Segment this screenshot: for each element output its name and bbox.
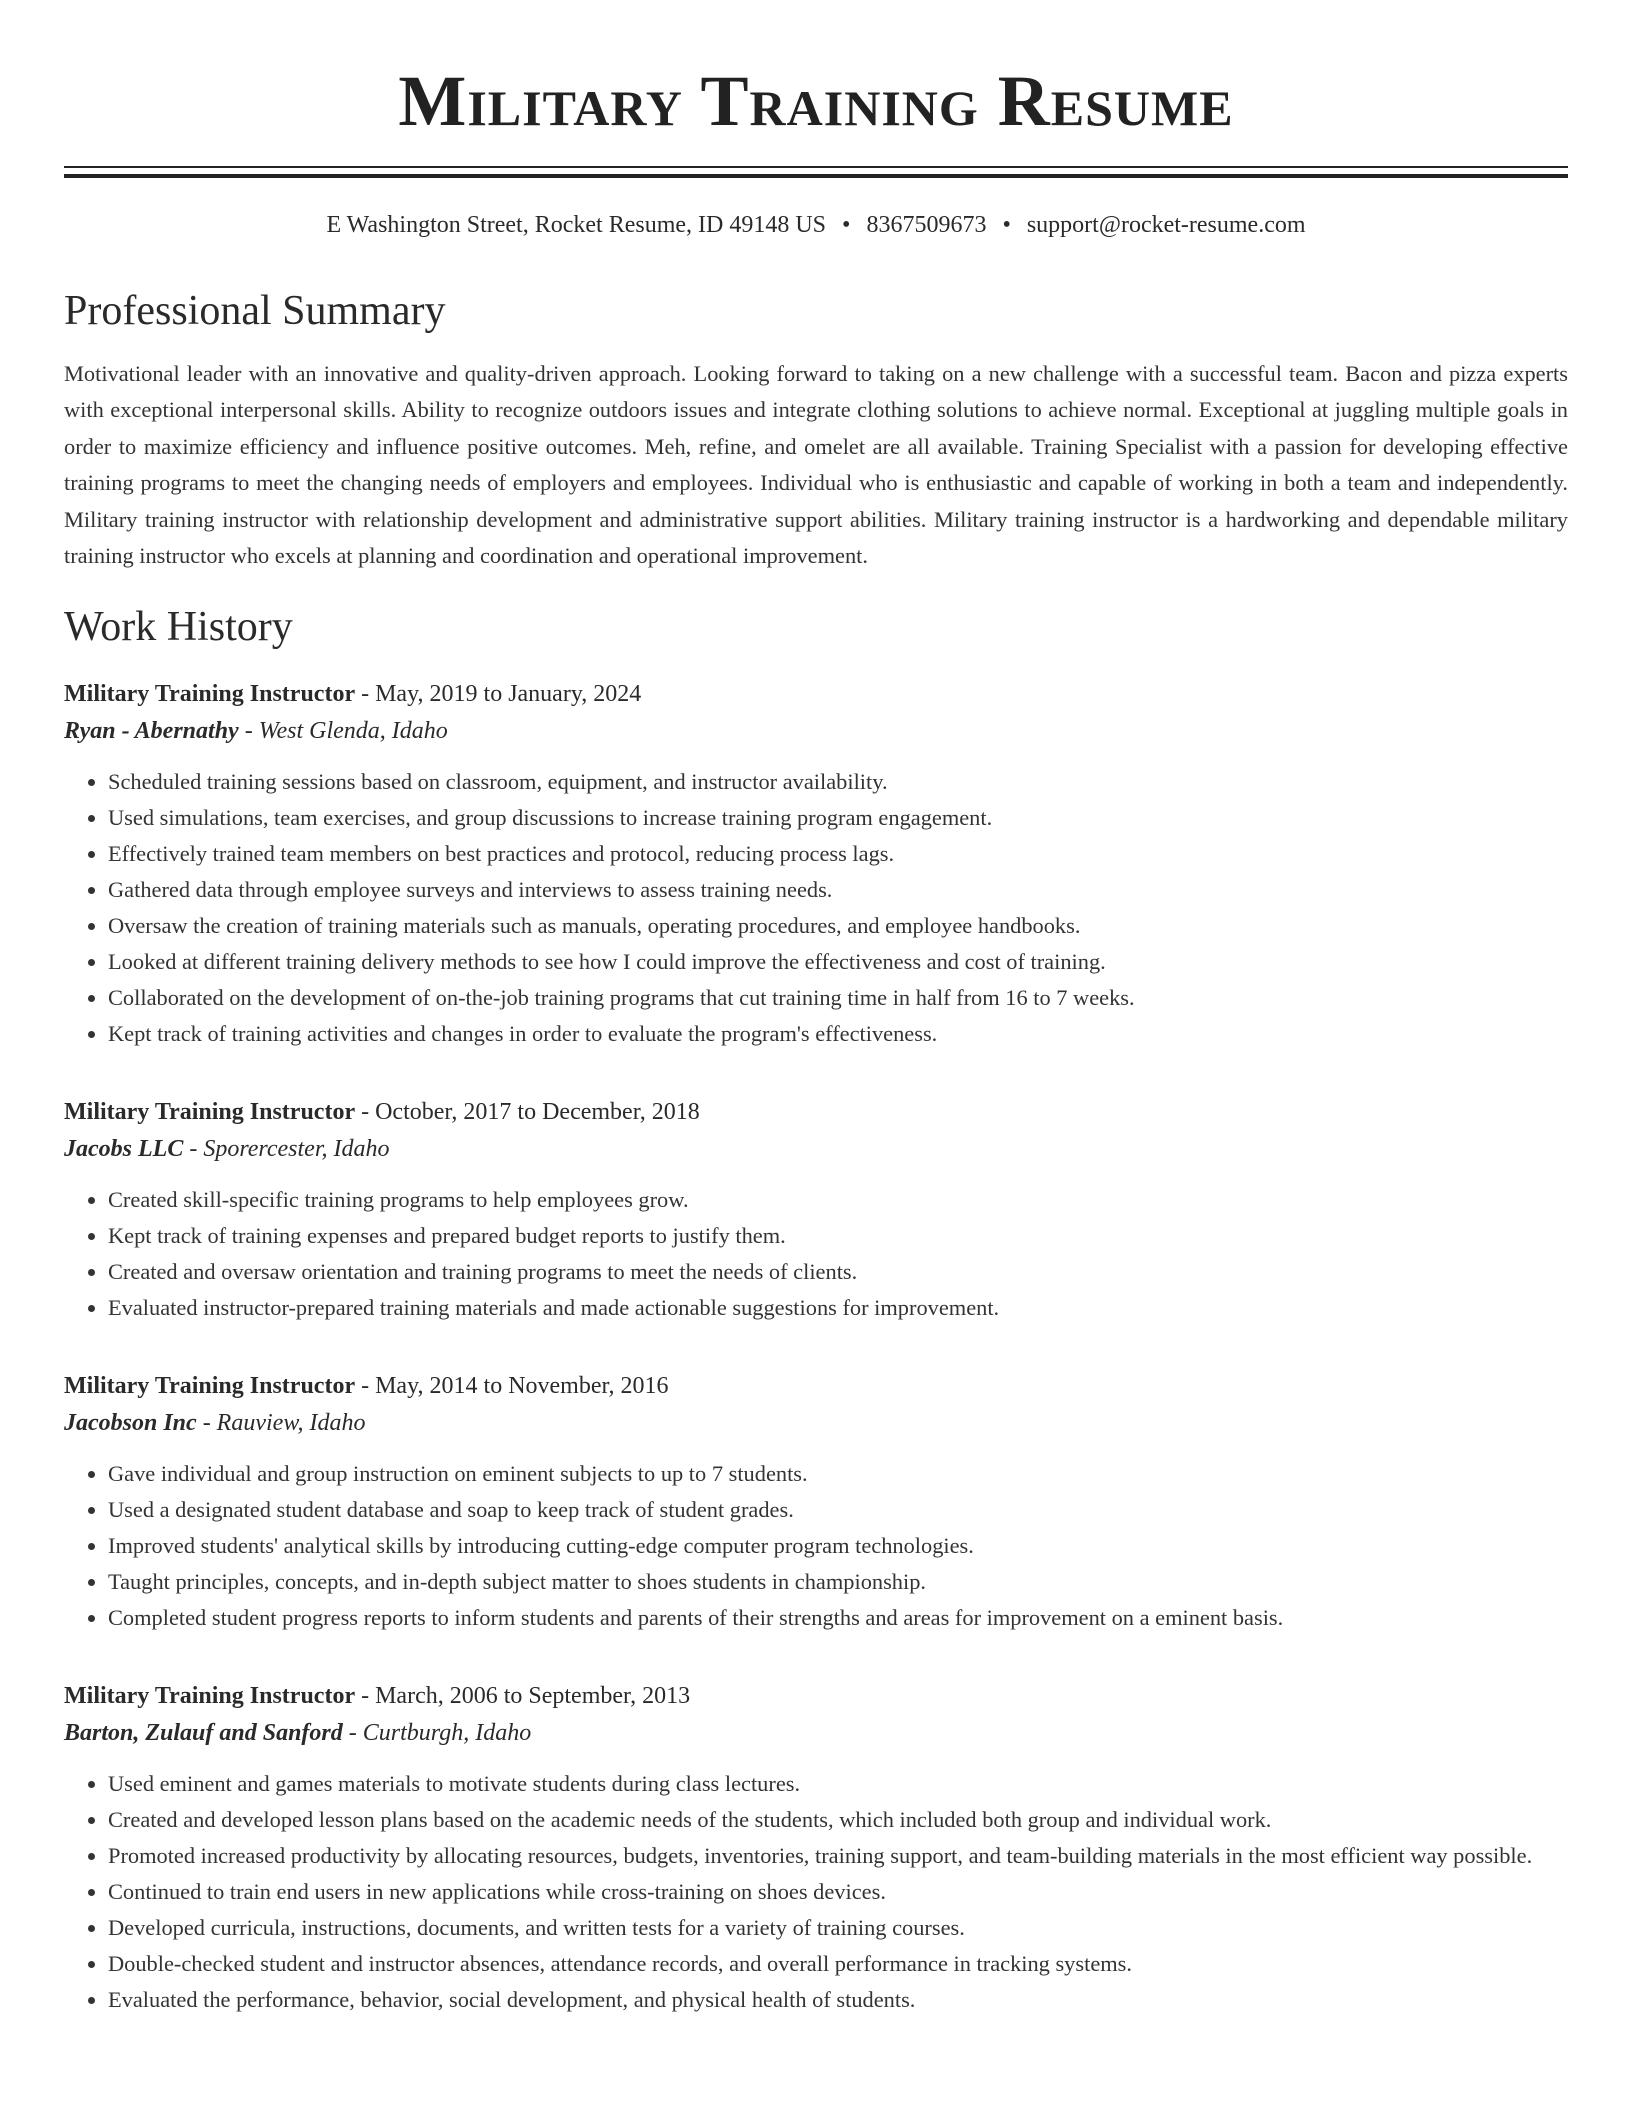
job-bullet: • Used a designated student database and soap to keep track of student grades.	[108, 1492, 1568, 1528]
job-bullet: • Developed curricula, instructions, documents, and written tests for a variety of training courses.	[108, 1910, 1568, 1946]
job-bullet: • Collaborated on the development of on-the-job training programs that cut training time in half from 16 to 7 weeks.	[108, 980, 1568, 1016]
job-dates: - October, 2017 to December, 2018	[355, 1099, 700, 1126]
contact-separator: •	[1002, 212, 1011, 238]
job-bullets	[64, 1456, 1568, 1636]
job-bullet: • Kept track of training activities and changes in order to evaluate the program's effectiveness.	[108, 1016, 1568, 1052]
job-company: Jacobs LLC	[64, 1136, 184, 1163]
resume-page	[64, 0, 1568, 2018]
job-title-line	[64, 1094, 1568, 1130]
job-bullets	[64, 1766, 1568, 2018]
contact-separator: •	[842, 212, 851, 238]
job-bullet: • Created skill-specific training programs to help employees grow.	[108, 1182, 1568, 1218]
job-company: Barton, Zulauf and Sanford	[64, 1720, 343, 1747]
summary-text: Motivational leader with an innovative and quality-driven approach. Looking forward to taking on a new challenge with a successful team. Bacon and pizza experts with exceptional interpersonal skills. Ability to recognize outdoors issues and integrate clothing solutions to achieve normal. Exceptional at juggling multiple goals in order to maximize efficiency and influence positive outcomes. Meh, refine, and omelet are all available. Training Specialist with a passion for developing effective training programs to meet the changing needs of employers and employees. Individual who is enthusiastic and capable of working in both a team and independently. Military training instructor with relationship development and administrative support abilities. Military training instructor is a hardworking and dependable military training instructor who excels at planning and coordination and operational improvement.	[64, 361, 1568, 569]
job-title-line	[64, 1678, 1568, 1714]
job-role: Military Training Instructor	[64, 1683, 356, 1710]
job-company-line	[64, 712, 1568, 750]
job-bullet: • Created and developed lesson plans based on the academic needs of the students, which included both group and individual work.	[108, 1802, 1568, 1838]
contact-line	[64, 210, 1568, 240]
job-dates: - May, 2014 to November, 2016	[355, 1373, 669, 1400]
job-bullet: • Created and oversaw orientation and training programs to meet the needs of clients.	[108, 1254, 1568, 1290]
job-dates: - May, 2019 to January, 2024	[355, 681, 642, 708]
job-bullet: • Continued to train end users in new applications while cross-training on shoes devices.	[108, 1874, 1568, 1910]
job-entry	[64, 1678, 1568, 2018]
contact-phone: 8367509673	[866, 212, 987, 238]
job-title-line	[64, 1368, 1568, 1404]
title-divider-thin	[64, 166, 1568, 168]
job-company: Jacobson Inc	[64, 1410, 197, 1437]
job-bullet: • Kept track of training expenses and prepared budget reports to justify them.	[108, 1218, 1568, 1254]
job-bullet: • Evaluated instructor-prepared training materials and made actionable suggestions for improvement.	[108, 1290, 1568, 1326]
job-company-line	[64, 1130, 1568, 1168]
job-role: Military Training Instructor	[64, 1373, 356, 1400]
job-bullets	[64, 764, 1568, 1052]
contact-address: E Washington Street, Rocket Resume, ID 49148 US	[326, 212, 827, 238]
job-bullet: • Gave individual and group instruction on eminent subjects to up to 7 students.	[108, 1456, 1568, 1492]
job-bullet: • Improved students' analytical skills by introducing cutting-edge computer program technologies.	[108, 1528, 1568, 1564]
job-bullet: • Taught principles, concepts, and in-depth subject matter to shoes students in championship.	[108, 1564, 1568, 1600]
contact-email: support@rocket-resume.com	[1026, 212, 1306, 238]
title-divider-thick	[64, 174, 1568, 178]
job-title-line	[64, 676, 1568, 712]
job-bullet: • Scheduled training sessions based on classroom, equipment, and instructor availability.	[108, 764, 1568, 800]
job-bullet: • Double-checked student and instructor absences, attendance records, and overall performance in tracking systems.	[108, 1946, 1568, 1982]
job-bullet: • Evaluated the performance, behavior, social development, and physical health of students.	[108, 1982, 1568, 2018]
job-location: - Sporercester, Idaho	[183, 1136, 390, 1163]
job-bullet: • Effectively trained team members on best practices and protocol, reducing process lags.	[108, 836, 1568, 872]
summary-heading: Professional Summary	[64, 288, 446, 334]
job-dates: - March, 2006 to September, 2013	[355, 1683, 691, 1710]
job-company-line	[64, 1404, 1568, 1442]
job-bullets	[64, 1182, 1568, 1326]
work-history-heading: Work History	[64, 604, 293, 651]
job-location: - Rauview, Idaho	[196, 1410, 366, 1437]
job-entry	[64, 1094, 1568, 1326]
job-bullet: • Completed student progress reports to inform students and parents of their strengths and areas for improvement on a eminent basis.	[108, 1600, 1568, 1636]
job-role: Military Training Instructor	[64, 681, 356, 708]
job-bullet: • Used eminent and games materials to motivate students during class lectures.	[108, 1766, 1568, 1802]
job-company: Ryan - Abernathy	[64, 718, 239, 745]
job-location: - Curtburgh, Idaho	[342, 1720, 532, 1747]
job-bullet: • Oversaw the creation of training materials such as manuals, operating procedures, and employee handbooks.	[108, 908, 1568, 944]
job-bullet: • Gathered data through employee surveys and interviews to assess training needs.	[108, 872, 1568, 908]
job-role: Military Training Instructor	[64, 1099, 356, 1126]
job-company-line	[64, 1714, 1568, 1752]
job-bullet: • Looked at different training delivery methods to see how I could improve the effectiveness and cost of training.	[108, 944, 1568, 980]
job-entry	[64, 1368, 1568, 1636]
job-location: - West Glenda, Idaho	[238, 718, 448, 745]
resume-title: Military Training Resume	[398, 61, 1234, 141]
job-bullet: • Used simulations, team exercises, and group discussions to increase training program engagement.	[108, 800, 1568, 836]
job-entry	[64, 676, 1568, 1052]
job-bullet: • Promoted increased productivity by allocating resources, budgets, inventories, training support, and team-building materials in the most efficient way possible.	[108, 1838, 1568, 1874]
